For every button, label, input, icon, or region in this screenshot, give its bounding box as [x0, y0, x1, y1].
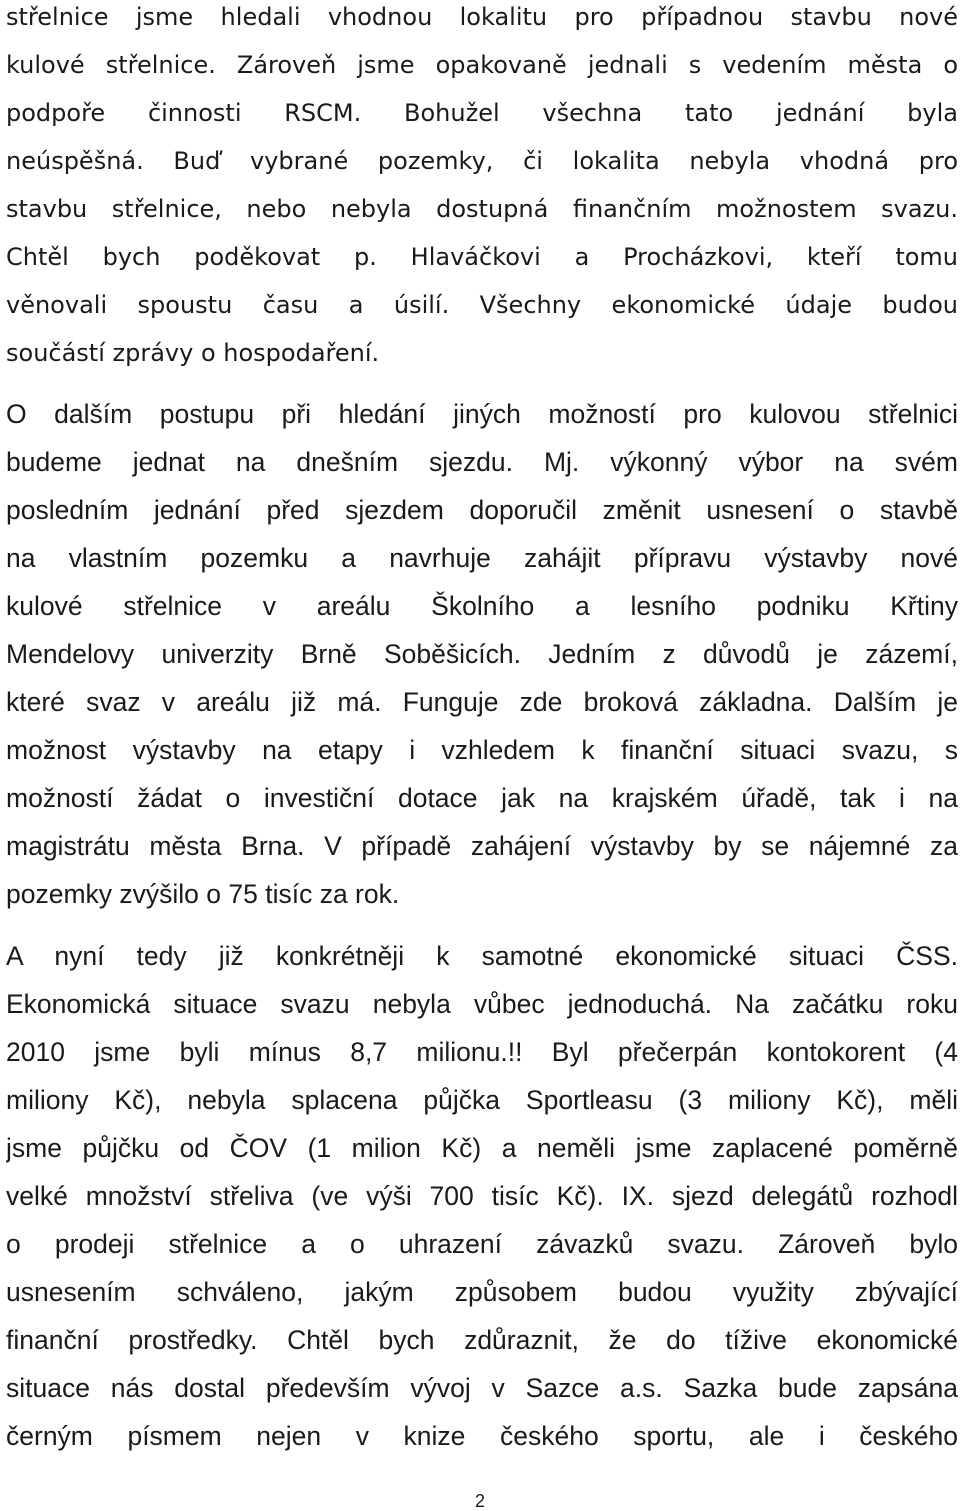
text-line: O dalším postupu při hledání jiných možností pro kulovou střelnici: [6, 399, 958, 429]
text-line: posledním jednání před sjezdem doporučil změnit usnesení o stavbě: [6, 495, 958, 525]
text-line: miliony Kč), nebyla splacena půjčka Sportleasu (3 miliony Kč), měli: [6, 1085, 958, 1115]
paragraph-2: [6, 390, 958, 918]
text-line: možností žádat o investiční dotace jak na krajském úřadě, tak i na: [6, 783, 958, 813]
paragraph-3: [6, 932, 958, 1460]
text-line: Ekonomická situace svazu nebyla vůbec jednoduchá. Na začátku roku: [6, 989, 958, 1019]
text-line: situace nás dostal především vývoj v Sazce a.s. Sazka bude zapsána: [6, 1373, 958, 1403]
text-line: součástí zprávy o hospodaření.: [6, 339, 380, 367]
text-line: na vlastním pozemku a navrhuje zahájit přípravu výstavby nové: [6, 543, 958, 573]
text-line: Mendelovy univerzity Brně Soběšicích. Jedním z důvodů je zázemí,: [6, 639, 958, 669]
text-line: kulové střelnice v areálu Školního a lesního podniku Křtiny: [6, 591, 958, 621]
text-line: finanční prostředky. Chtěl bych zdůraznit, že do tížive ekonomické: [6, 1325, 958, 1355]
text-line: pozemky zvýšilo o 75 tisíc za rok.: [6, 879, 400, 909]
paragraph-1: [6, 0, 958, 377]
text-line: jsme půjčku od ČOV (1 milion Kč) a neměli jsme zaplacené poměrně: [6, 1133, 958, 1163]
text-line: neúspěšná. Buď vybrané pozemky, či lokalita nebyla vhodná pro: [6, 147, 958, 175]
text-line: které svaz v areálu již má. Funguje zde broková základna. Dalším je: [6, 687, 958, 717]
text-line: podpoře činnosti RSCM. Bohužel všechna tato jednání byla: [6, 99, 958, 127]
text-line: Chtěl bych poděkovat p. Hlaváčkovi a Procházkovi, kteří tomu: [6, 243, 958, 271]
text-line: kulové střelnice. Zároveň jsme opakovaně jednali s vedením města o: [6, 51, 958, 79]
text-line: magistrátu města Brna. V případě zahájení výstavby by se nájemné za: [6, 831, 958, 861]
text-line: velké množství střeliva (ve výši 700 tisíc Kč). IX. sjezd delegátů rozhodl: [6, 1181, 958, 1211]
text-line: černým písmem nejen v knize českého sportu, ale i českého: [6, 1421, 958, 1451]
text-line: střelnice jsme hledali vhodnou lokalitu pro případnou stavbu nové: [6, 3, 958, 31]
text-line: A nyní tedy již konkrétněji k samotné ekonomické situaci ČSS.: [6, 941, 958, 971]
text-line: věnovali spoustu času a úsilí. Všechny ekonomické údaje budou: [6, 291, 958, 319]
text-line: o prodeji střelnice a o uhrazení závazků svazu. Zároveň bylo: [6, 1229, 958, 1259]
text-line: budeme jednat na dnešním sjezdu. Mj. výkonný výbor na svém: [6, 447, 958, 477]
text-line: 2010 jsme byli mínus 8,7 milionu.!! Byl přečerpán kontokorent (4: [6, 1037, 958, 1067]
text-line: možnost výstavby na etapy i vzhledem k finanční situaci svazu, s: [6, 735, 958, 765]
text-line: usnesením schváleno, jakým způsobem budou využity zbývající: [6, 1277, 958, 1307]
text-line: stavbu střelnice, nebo nebyla dostupná finančním možnostem svazu.: [6, 195, 958, 223]
page-number: 2: [474, 1491, 485, 1511]
